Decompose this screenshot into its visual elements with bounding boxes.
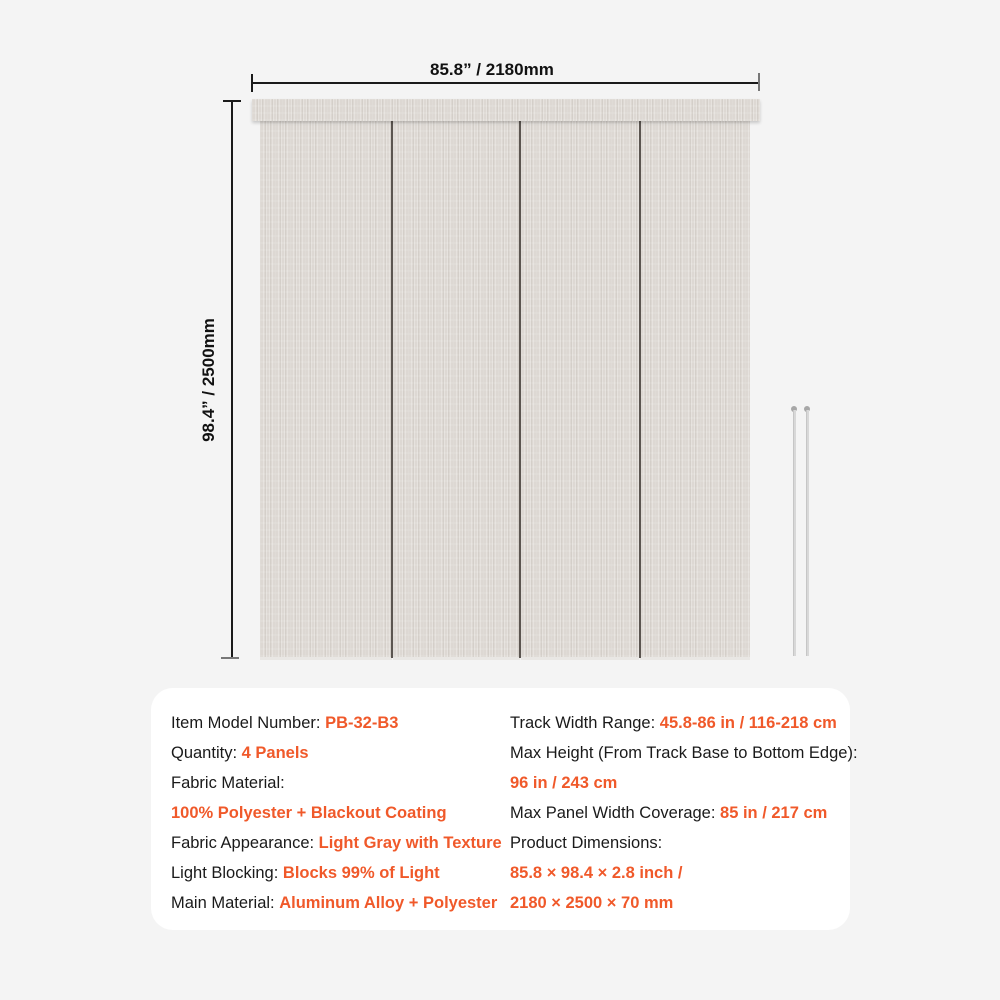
wand-1 [793,410,796,656]
spec-light-blocking [171,864,440,883]
spec-fabric-material-value [171,804,447,823]
spec-label: Item Model Number: [171,714,326,732]
spec-main-material [171,894,497,913]
height-dimension-tick-bottom [221,657,239,659]
spec-label: Main Material: [171,894,280,912]
spec-value: 4 Panels [241,744,309,762]
panel-seam-3 [639,120,641,658]
panel-seam-2 [519,120,521,658]
spec-label: Product Dimensions: [510,834,663,852]
spec-product-dimensions-mm [510,894,673,913]
spec-value: Aluminum Alloy + Polyester [279,894,498,912]
spec-max-panel-width [510,804,827,823]
spec-label: Quantity: [171,744,242,762]
blind-panel-1 [260,118,392,660]
panel-seam-1 [391,120,393,658]
spec-label: Fabric Material: [171,774,285,792]
spec-label: Max Panel Width Coverage: [510,804,721,822]
blind-panel-3 [521,118,639,660]
width-dimension-line [251,82,760,84]
spec-model-number [171,714,398,733]
spec-value: 85 in / 217 cm [720,804,828,822]
width-dimension-tick-right [758,73,760,91]
spec-label: Track Width Range: [510,714,660,732]
spec-value: 2180 × 2500 × 70 mm [510,894,674,912]
height-dimension-line [231,100,233,658]
spec-value: 100% Polyester + Blackout Coating [171,804,447,822]
width-dimension-label: 85.8” / 2180mm [430,60,554,79]
wand-2 [806,410,809,656]
spec-value: 96 in / 243 cm [510,774,618,792]
spec-value: 85.8 × 98.4 × 2.8 inch / [510,864,683,882]
spec-quantity [171,744,309,763]
spec-product-dimensions-label [510,834,662,853]
spec-label: Light Blocking: [171,864,283,882]
height-dimension-label: 98.4” / 2500mm [199,318,218,442]
spec-value: PB-32-B3 [325,714,399,732]
blind-panel-4 [640,118,750,660]
spec-track-width-range [510,714,837,733]
spec-value: 45.8-86 in / 116-218 cm [659,714,837,732]
spec-label: Max Height (From Track Base to Bottom Edge): [510,744,858,762]
spec-fabric-material-label [171,774,285,793]
blind-panel-2 [393,118,520,660]
spec-product-dimensions-inch [510,864,682,883]
headrail [252,99,760,121]
spec-value: Light Gray with Texture [318,834,502,852]
spec-fabric-appearance [171,834,502,853]
spec-label: Fabric Appearance: [171,834,319,852]
spec-max-height-label [510,744,858,763]
spec-max-height-value [510,774,617,793]
spec-value: Blocks 99% of Light [282,864,440,882]
